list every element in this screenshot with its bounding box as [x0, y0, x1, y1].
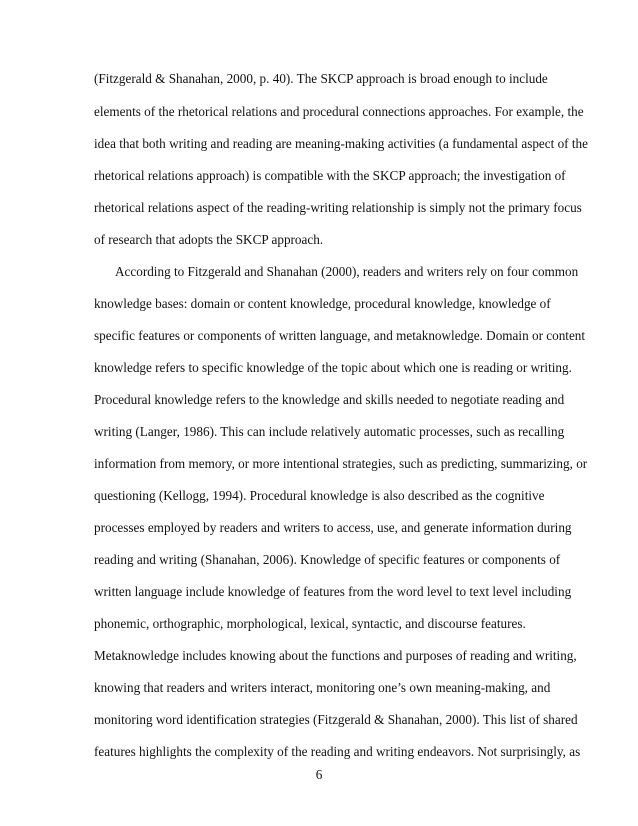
text-line: features highlights the complexity of the reading and writing endeavors. Not surprisingly, as	[94, 744, 581, 759]
text-line: knowing that readers and writers interact, monitoring one’s own meaning-making, and	[94, 680, 551, 695]
text-line: (Fitzgerald & Shanahan, 2000, p. 40). The SKCP approach is broad enough to include	[94, 71, 548, 86]
text-line: elements of the rhetorical relations and procedural connections approaches. For example, the	[94, 104, 584, 119]
text-line: knowledge bases: domain or content knowledge, procedural knowledge, knowledge of	[94, 296, 551, 311]
text-line: idea that both writing and reading are meaning-making activities (a fundamental aspect of the	[94, 136, 588, 151]
text-line: phonemic, orthographic, morphological, lexical, syntactic, and discourse features.	[94, 616, 526, 631]
text-line: Procedural knowledge refers to the knowledge and skills needed to negotiate reading and	[94, 392, 565, 407]
text-line: rhetorical relations aspect of the reading-writing relationship is simply not the primary focus	[94, 200, 582, 215]
text-line: written language include knowledge of features from the word level to text level including	[94, 584, 572, 599]
text-line: questioning (Kellogg, 1994). Procedural knowledge is also described as the cognitive	[94, 488, 545, 503]
text-line: reading and writing (Shanahan, 2006). Knowledge of specific features or components of	[94, 552, 561, 567]
page-number: 6	[315, 767, 323, 782]
text-line: of research that adopts the SKCP approach.	[94, 232, 324, 247]
paragraph-first-line: According to Fitzgerald and Shanahan (2000), readers and writers rely on four common	[115, 264, 579, 279]
text-line: knowledge refers to specific knowledge of the topic about which one is reading or writing.	[94, 360, 572, 375]
text-line: monitoring word identification strategies (Fitzgerald & Shanahan, 2000). This list of shared	[94, 712, 578, 727]
text-line: writing (Langer, 1986). This can include relatively automatic processes, such as recalling	[94, 424, 565, 439]
text-line: rhetorical relations approach) is compatible with the SKCP approach; the investigation of	[94, 168, 566, 183]
text-line: Metaknowledge includes knowing about the functions and purposes of reading and writing,	[94, 648, 577, 663]
text-line: information from memory, or more intentional strategies, such as predicting, summarizing, or	[94, 456, 588, 471]
text-line: processes employed by readers and writers to access, use, and generate information during	[94, 520, 572, 535]
text-line: specific features or components of written language, and metaknowledge. Domain or content	[94, 328, 586, 343]
